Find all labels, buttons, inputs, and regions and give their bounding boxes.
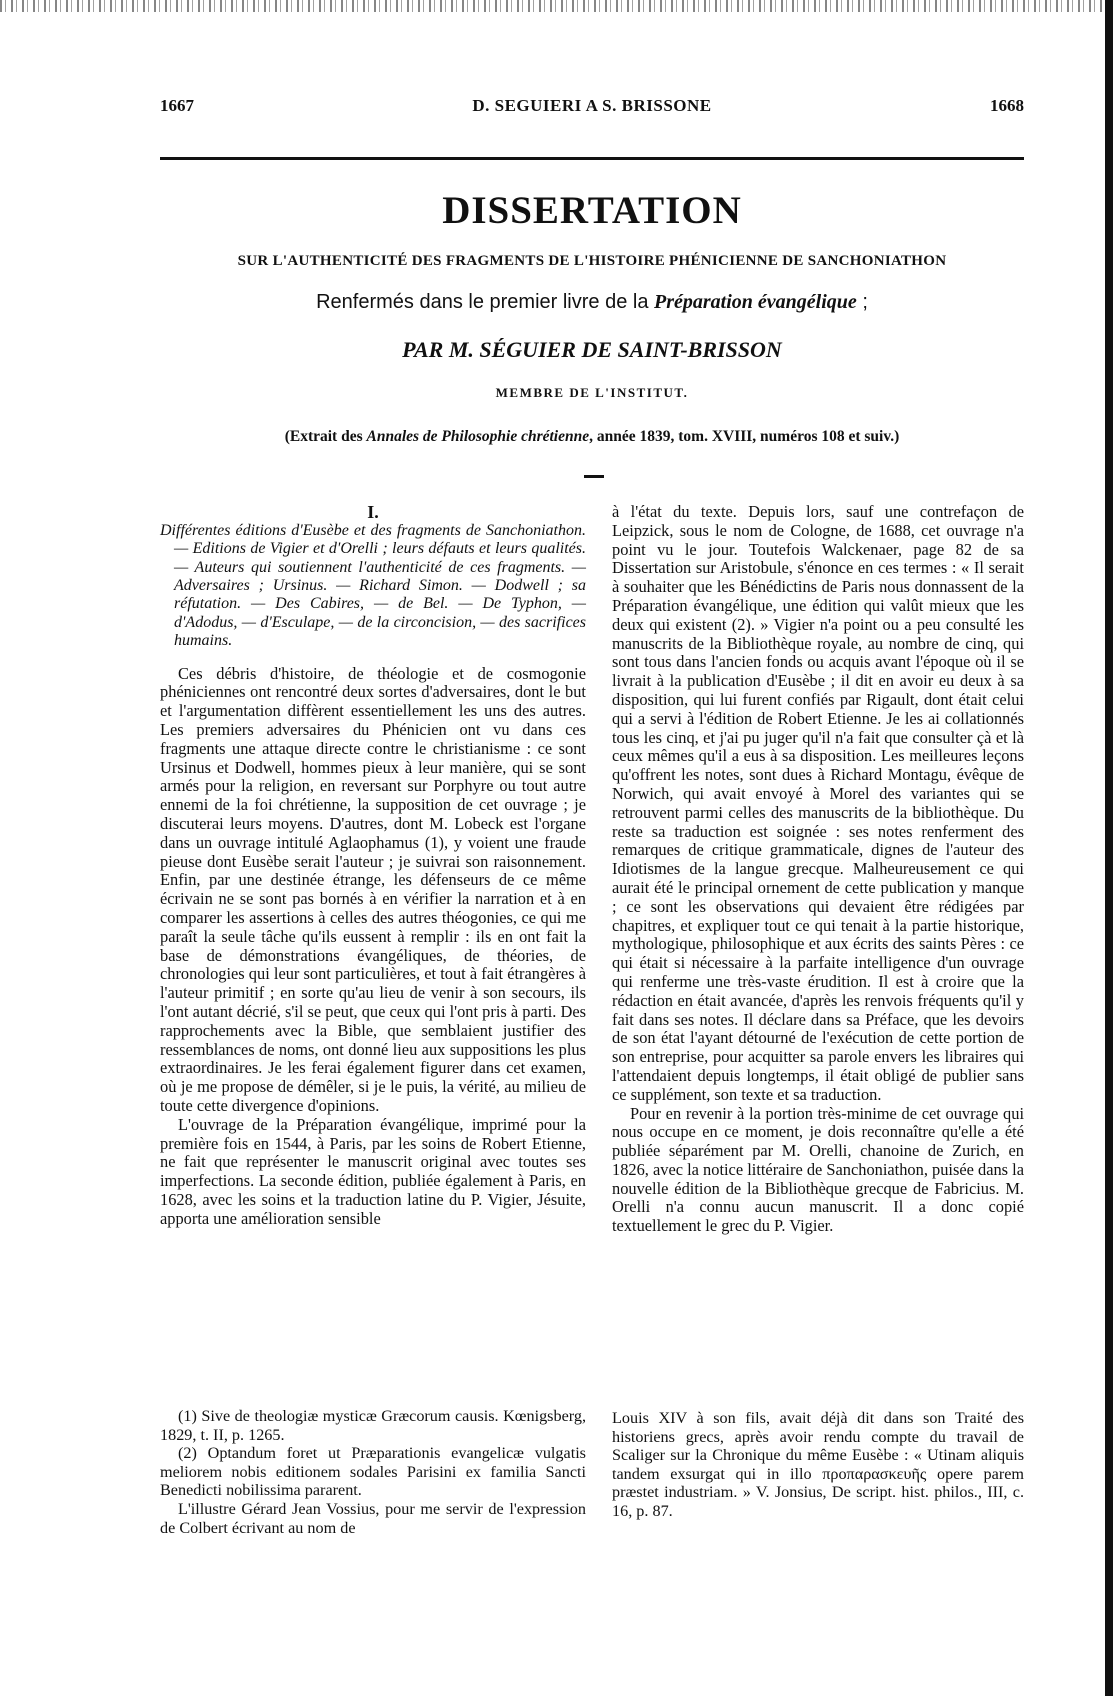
body-paragraph: Pour en revenir à la portion très-minime de cet ouvrage qui nous occupe en ce moment, je dois reconnaître qu'elle a été publiée séparément par M. Orelli, chanoine de Zurich, en 1826, avec la notice littéraire de Sanchoniathon, puisée dans la nouvelle édition de la Bibliothèque grecque de Fabricius. M. Orelli n'a connu aucun manuscrit. Il a donc copié textuellement le grec du P. Vigier.: [612, 1103, 1024, 1236]
source-note-journal: Annales de Philosophie chrétienne: [366, 428, 590, 445]
footnote: (2) Optandum foret ut Præparationis evangelicæ vulgatis meliorem nobis editionem sodales Parisini ex familia Sancti Benedicti nobilissima pararent.: [160, 1444, 586, 1500]
body-paragraph: à l'état du texte. Depuis lors, sauf une contrefaçon de Leipzick, sous le nom de Cologne, de 1688, cet ouvrage n'a point vu le jour. Toutefois Walckenaer, page 82 de sa Dissertation sur Aristobule, s'énonce en ces termes : « Il serait à souhaiter que les Bénédictins de Paris nous donnassent de la Préparation évangélique, une édition qui valût mieux que les deux qui existent (2). » Vigier n'a point ou a peu consulté les manuscrits de la Bibliothèque royale, au nombre de cinq, qui sont tous dans l'ancien fonds ou acquis avant l'époque où il se livrait à la publication d'Eusèbe ; il dit en avoir eu deux à sa disposition, qui lui furent confiés par Rigault, dont était celui qui a servi à l'édition de Robert Etienne. Je les ai collationnés tous les cinq, et j'ai pu juger qu'il n'a fait que consulter çà et là ceux mêmes qu'il a eus à sa disposition. Les meilleures leçons qu'offrent les notes, sont dues à Richard Montagu, évêque de Norwich, qui avait envoyé à Morel des variantes qui se retrouvent parmi celles des manuscrits de la bibliothèque. Du reste sa traduction est soignée : ses notes renferment des remarques de critique grammaticale, dignes de l'auteur des Idiotismes de la langue grecque. Malheureusement ce qui aurait été le principal ornement de cette publication y manque ; ce sont les observations qui devaient être rédigées par chapitres, et expliquer tout ce qui tenait à la partie historique, mythologique, philosophique et aux écrits des saints Pères : ce qui était si nécessaire à la parfaite intelligence d'un ouvrage qui renferme une très-vaste érudition. Il est à croire que la rédaction en était avancée, d'après les renvois fréquents qu'il y fait dans ses notes. Il déclare dans sa Préface, que les devoirs de son état l'ayant détourné de l'exécution de cette portion de son entreprise, pour acquitter sa parole envers les libraires qui l'attendaient depuis longtemps, il était obligé de publier sans ce supplément, son texte et sa traduction.: [612, 502, 1024, 1104]
footnotes-right: [612, 1409, 1024, 1521]
running-head: [160, 96, 1024, 118]
author-affiliation: MEMBRE DE L'INSTITUT.: [495, 385, 689, 400]
right-column: [612, 503, 1024, 1236]
column-number-right: 1668: [990, 96, 1024, 115]
document-title: DISSERTATION: [442, 189, 742, 232]
footnote: L'illustre Gérard Jean Vossius, pour me servir de l'expression de Colbert écrivant au nom de: [160, 1499, 586, 1537]
author-line: PAR M. SÉGUIER DE SAINT-BRISSON: [402, 337, 782, 362]
scan-page-edge: [1105, 0, 1113, 1696]
body-paragraph: Ces débris d'histoire, de théologie et de cosmogonie phéniciennes ont rencontré deux sortes d'adversaires, dont le but et l'argumentation diffèrent essentiellement les uns des autres. Les premiers adversaires du Phénicien ont vu dans ces fragments une attaque directe contre le christianisme : ce sont Ursinus et Dodwell, hommes pieux à leur manière, qui se sont armés pour la religion, en reversant sur Porphyre ou tout autre ennemi de la foi chrétienne, la supposition de cet ouvrage ; je discuterai leurs moyens. D'autres, dont M. Lobeck est l'organe dans un ouvrage intitulé Aglaophamus (1), y voient une fraude pieuse dont Eusèbe serait l'auteur ; je suivrai son raisonnement. Enfin, par une destinée étrange, les défenseurs de ce même écrivain ne se sont pas bornés à en vérifier la narration et à en comparer les assertions à celles des autres théogonies, ce qui me paraît la seule tâche qu'ils eussent à remplir : ils en ont fait la base de démonstrations évangéliques, de théories, de chronologies qui leur sont particulières, et tout à fait étrangères à l'auteur primitif ; en sorte qu'au lieu de venir à son secours, ils l'ont autant décrié, s'il se peut, que ceux qui l'ont pris à parti. Des rapprochements avec la Bible, que semblaient justifier des ressemblances de noms, ont donné lieu aux suppositions les plus extraordinaires. Je les ferai également figurer dans cet examen, où je me propose de démêler, si je le puis, la vérité, au milieu de toute cette divergence d'opinions.: [160, 663, 586, 1115]
running-head-title: D. SEGUIERI A S. BRISSONE: [472, 96, 712, 115]
document-subtitle: SUR L'AUTHENTICITÉ DES FRAGMENTS DE L'HISTOIRE PHÉNICIENNE DE SANCHONIATHON: [237, 253, 947, 269]
subtitle-2-end: ;: [856, 291, 868, 313]
source-note: [160, 428, 1024, 446]
section-summary: Différentes éditions d'Eusèbe et des fragments de Sanchoniathon. — Editions de Vigier et d'Orelli ; leurs défauts et leurs qualités. — Auteurs qui soutiennent l'authenticité de ces fragments. — Adversaires ; Ursinus. — Richard Simon. — Dodwell ; sa réfutation. — Des Cabires, — de Bel. — De Typhon, — d'Adodus, — d'Esculape, — de la circoncision, — des sacrifices humains.: [160, 521, 586, 650]
footnote: (1) Sive de theologiæ mysticæ Græcorum causis. Kœnigsberg, 1829, t. II, p. 1265.: [160, 1407, 586, 1444]
scan-noise-strip: [0, 0, 1113, 12]
footnote: Louis XIV à son fils, avait déjà dit dans son Traité des historiens grecs, après avoir rendu compte du travail de Scaliger sur la Chronique du même Eusèbe : « Utinam aliquis tandem exsurgat qui in illo προπαρασκευῆς opere parem præstet industriam. » V. Jonsius, De script. hist. philos., III, c. 16, p. 87.: [612, 1409, 1024, 1520]
left-column: [160, 503, 586, 1229]
footnotes-left: [160, 1407, 586, 1537]
source-note-after: , année 1839, tom. XVIII, numéros 108 et suiv.): [589, 428, 900, 445]
header-rule: [160, 157, 1024, 160]
document-subtitle-2: [160, 291, 1024, 314]
subtitle-2-text: Renfermés dans le premier livre de la: [316, 291, 649, 313]
body-paragraph: L'ouvrage de la Préparation évangélique, imprimé pour la première fois en 1544, à Paris, par les soins de Robert Etienne, ne fait que représenter le manuscrit original avec toutes ses imperfections. La seconde édition, publiée également à Paris, en 1628, avec les soins et la traduction latine du P. Vigier, Jésuite, apporta une amélioration sensible: [160, 1114, 586, 1228]
section-number: I.: [367, 502, 379, 522]
column-number-left: 1667: [160, 96, 194, 115]
title-separator-dash: [584, 475, 604, 478]
source-note-before: (Extrait des: [284, 428, 363, 445]
subtitle-2-italic: Préparation évangélique: [654, 291, 857, 313]
